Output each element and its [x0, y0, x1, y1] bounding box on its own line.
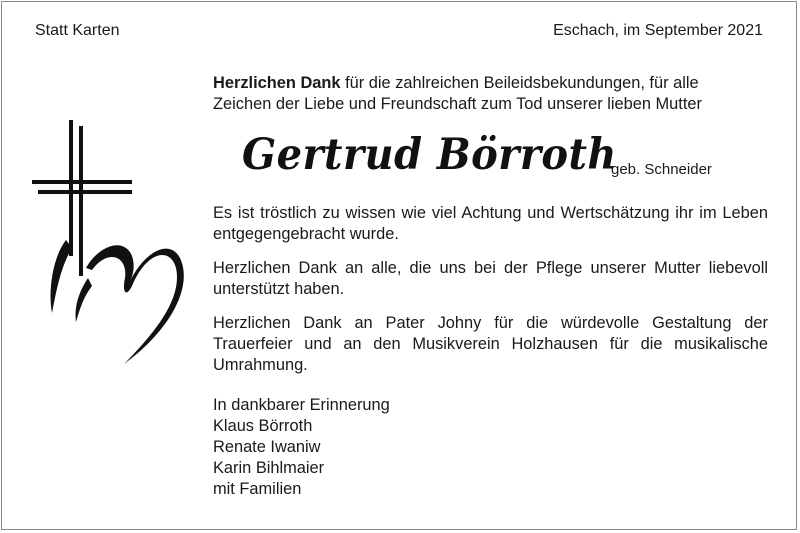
- place-date: Eschach, im September 2021: [553, 22, 763, 39]
- deceased-name-row: [242, 130, 645, 180]
- deceased-name: Gertrud Börroth: [242, 130, 617, 180]
- closing-block: [213, 395, 768, 500]
- paragraph-care: Herzlichen Dank an alle, die uns bei der Pflege unserer Mutter liebevoll unterstützt haben.: [213, 259, 768, 298]
- intro-bold: Herzlichen Dank: [213, 74, 341, 92]
- birth-name: geb. Schneider: [611, 161, 712, 178]
- intro-line2: Zeichen der Liebe und Freundschaft zum Tod unserer lieben Mutter: [213, 95, 702, 113]
- closing-intro: In dankbarer Erinnerung: [213, 396, 390, 414]
- intro-text: [213, 73, 768, 115]
- cross-heart-icon: [28, 118, 192, 368]
- paragraph-respect: Es ist tröstlich zu wissen wie viel Achtung und Wertschätzung ihr im Leben entgegengebracht wurde.: [213, 204, 768, 243]
- signatory: Karin Bihlmaier: [213, 459, 325, 477]
- intro-line1-rest: für die zahlreichen Beileidsbekundungen, für alle: [340, 74, 699, 92]
- signatory: Renate Iwaniw: [213, 438, 321, 456]
- paragraph-funeral: Herzlichen Dank an Pater Johny für die würdevolle Gestaltung der Trauerfeier und an den Musikverein Holzhausen für die musikalische Umrahmung.: [213, 314, 768, 374]
- statt-karten-label: Statt Karten: [35, 22, 120, 39]
- signatory: mit Familien: [213, 480, 302, 498]
- signatory: Klaus Börroth: [213, 417, 313, 435]
